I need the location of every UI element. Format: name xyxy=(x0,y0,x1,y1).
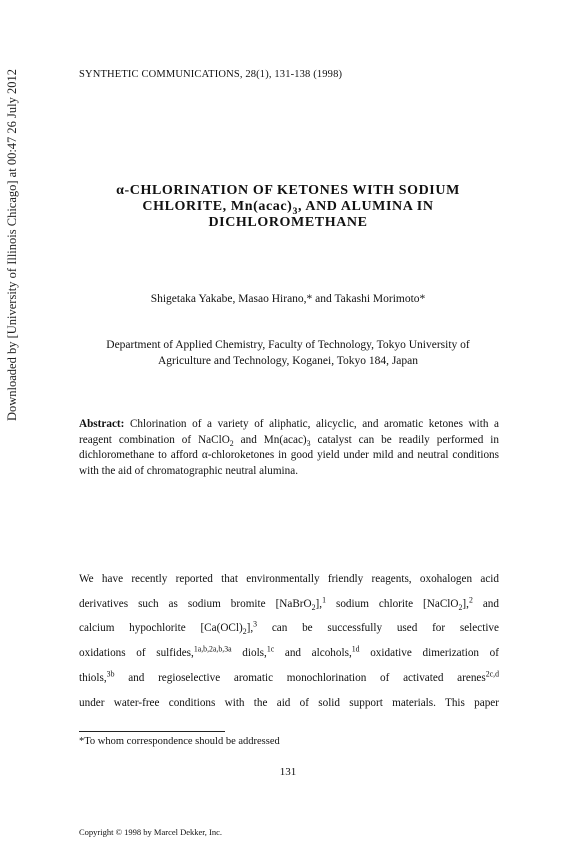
body-line-2 xyxy=(79,592,499,617)
reference-superscript: 3 xyxy=(253,619,258,629)
title-subscript: 3 xyxy=(292,205,298,217)
abstract-label: Abstract: xyxy=(79,418,125,430)
body-line-3 xyxy=(79,616,499,641)
title-line-2-part-2: , AND ALUMINA IN xyxy=(297,199,434,214)
body-text: can be successfully used for selective xyxy=(257,622,499,635)
body-text: and xyxy=(472,597,499,610)
body-text: derivatives such as sodium bromite [NaBrO xyxy=(79,597,312,610)
body-sub: 2 xyxy=(458,602,463,612)
footnote-divider xyxy=(79,731,225,732)
reference-superscript: 1a,b,2a,b,3a xyxy=(193,644,232,654)
paper-title xyxy=(78,183,498,231)
reference-superscript: 1d xyxy=(351,644,360,654)
body-text: diols, xyxy=(231,647,267,660)
body-text: oxidative dimerization of xyxy=(359,647,499,660)
abstract-sub-1: 2 xyxy=(229,438,234,448)
body-paragraph xyxy=(79,567,499,715)
reference-superscript: 3b xyxy=(106,669,115,679)
body-text: ], xyxy=(246,622,254,635)
copyright-notice: Copyright © 1998 by Marcel Dekker, Inc. xyxy=(79,827,223,837)
affiliation xyxy=(70,338,506,369)
body-sub: 2 xyxy=(242,627,247,637)
body-text: and alcohols, xyxy=(274,647,352,660)
body-sub: 2 xyxy=(311,602,316,612)
download-notice: Downloaded by [University of Illinois Chicago] at 00:47 26 July 2012 xyxy=(5,68,19,422)
abstract-text-2: and Mn(acac) xyxy=(233,433,307,446)
affiliation-line-1: Department of Applied Chemistry, Faculty of Technology, Tokyo University of xyxy=(106,339,470,351)
page-number: 131 xyxy=(279,766,297,778)
body-text: oxidations of sulfides, xyxy=(79,647,194,660)
title-line-3: DICHLOROMETHANE xyxy=(208,215,368,230)
body-line-6: under water-free conditions with the aid of solid support materials. This paper xyxy=(79,696,499,709)
title-line-1: α-CHLORINATION OF KETONES WITH SODIUM xyxy=(116,183,460,198)
body-line-1: We have recently reported that environmentally friendly reagents, oxohalogen acid xyxy=(79,573,499,585)
author-list: Shigetaka Yakabe, Masao Hirano,* and Takashi Morimoto* xyxy=(150,293,426,305)
footnote: *To whom correspondence should be addressed xyxy=(79,736,280,747)
journal-header: SYNTHETIC COMMUNICATIONS, 28(1), 131-138 (1998) xyxy=(79,69,343,80)
abstract-text-1: Chlorination of a variety of aliphatic, alicyclic, and aromatic ketones with a reagent combination of NaClO xyxy=(79,418,499,446)
body-text: thiols, xyxy=(79,671,107,684)
reference-superscript: 2 xyxy=(468,594,473,604)
body-line-4 xyxy=(79,641,499,666)
reference-superscript: 1 xyxy=(322,594,326,604)
title-line-2-part-1: CHLORITE, Mn(acac) xyxy=(142,199,293,214)
body-text: ], xyxy=(462,597,469,610)
reference-superscript: 1c xyxy=(266,644,275,654)
abstract-sub-2: 3 xyxy=(306,438,311,448)
reference-superscript: 2c,d xyxy=(485,669,499,679)
abstract-text-3: catalyst can be readily performed in dichloromethane to afford α-chloroketones in good yield under mild and neutral conditions with the aid of chromatographic neutral alumina. xyxy=(79,433,500,478)
body-line-5 xyxy=(79,666,499,691)
title-line-2 xyxy=(78,199,498,215)
abstract xyxy=(79,417,499,480)
body-text: calcium hypochlorite [Ca(OCl) xyxy=(79,622,243,635)
body-text: sodium chlorite [NaClO xyxy=(325,597,459,610)
affiliation-line-2: Agriculture and Technology, Koganei, Tokyo 184, Japan xyxy=(157,354,419,367)
body-text: ], xyxy=(315,597,323,610)
body-text: and regioselective aromatic monochlorination of activated arenes xyxy=(114,671,486,684)
